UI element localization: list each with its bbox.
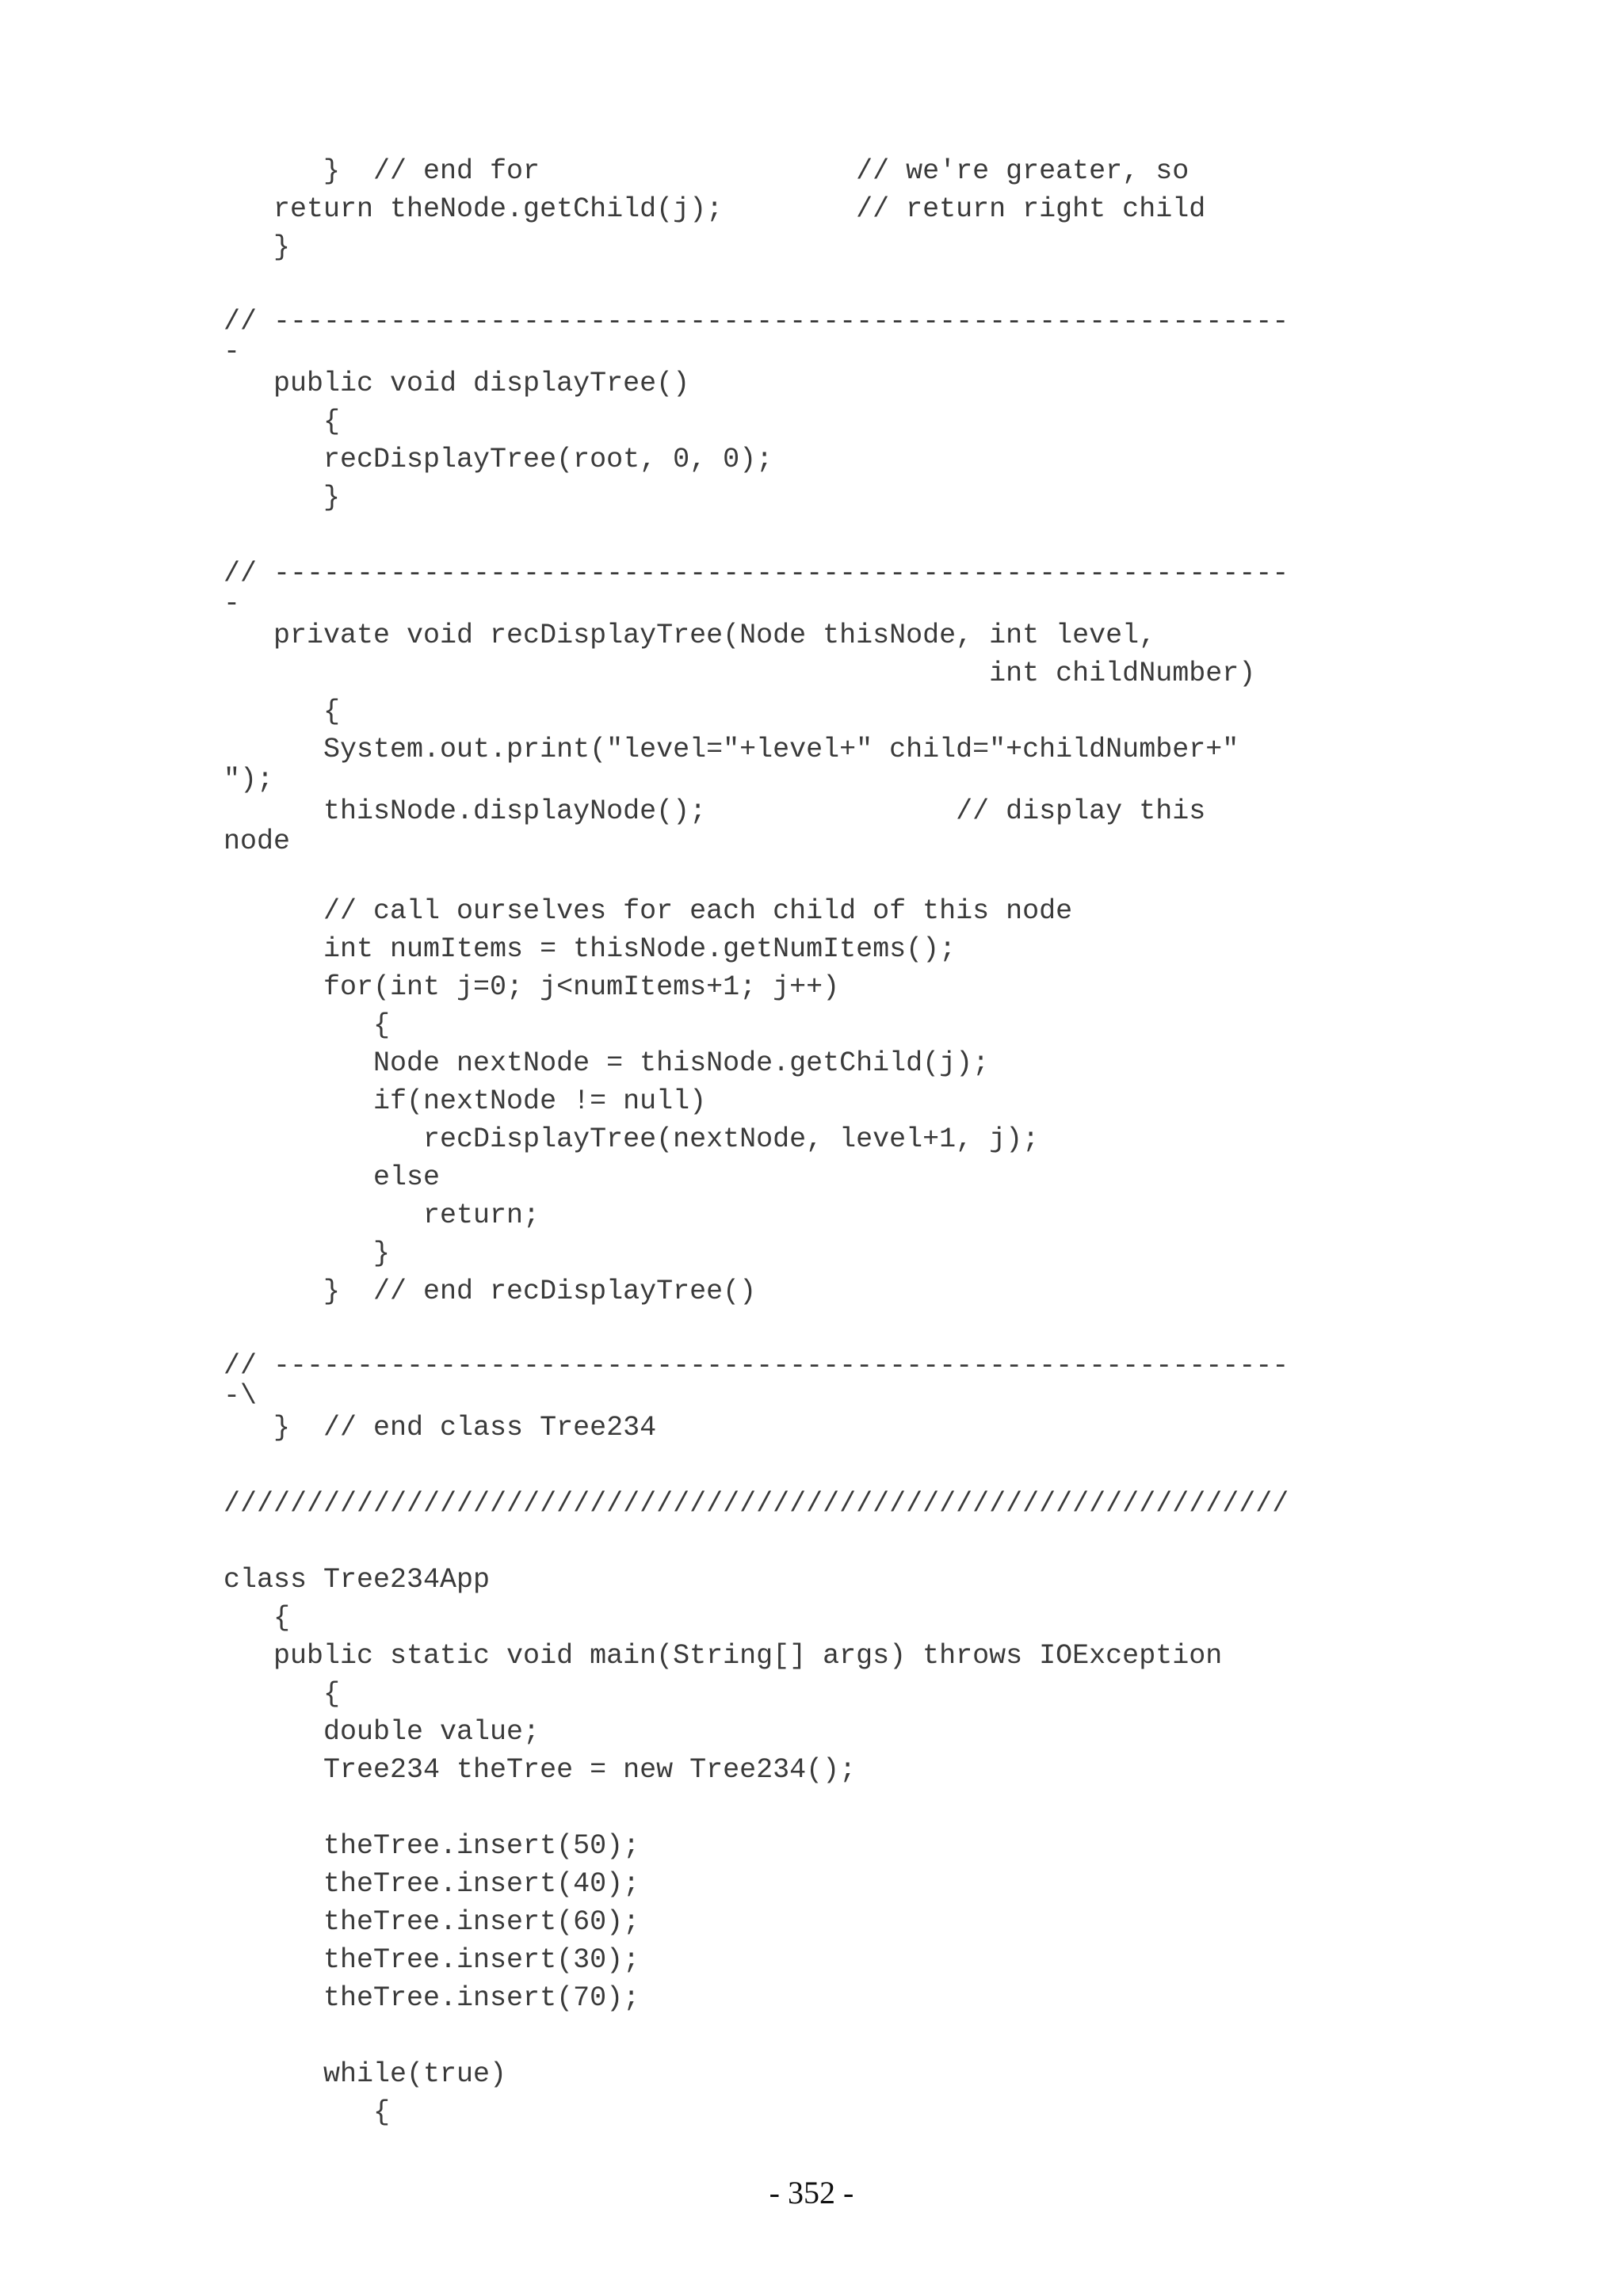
code-line: public void displayTree()	[223, 368, 690, 399]
separator-comment-wrap: -	[223, 336, 241, 368]
code-line: if(nextNode != null)	[223, 1085, 707, 1117]
code-line: thisNode.displayNode(); // display this	[223, 795, 1206, 827]
code-line: theTree.insert(70);	[223, 1982, 640, 2014]
separator-comment-wrap: -	[223, 588, 241, 620]
separator-comment: // -------------------------------------------------------------	[223, 1350, 1289, 1382]
code-line: return theNode.getChild(j); // return right child	[223, 193, 1206, 225]
code-line: {	[223, 2096, 391, 2128]
code-line: System.out.print("level="+level+" child="+childNumber+"	[223, 734, 1239, 765]
code-line: {	[223, 406, 341, 437]
code-line: Tree234 theTree = new Tree234();	[223, 1754, 857, 1786]
code-line: }	[223, 1238, 391, 1269]
code-line: recDisplayTree(root, 0, 0);	[223, 444, 773, 475]
code-line: theTree.insert(30);	[223, 1944, 640, 1976]
separator-comment: // -------------------------------------------------------------	[223, 558, 1289, 589]
page-number: - 352 -	[769, 2175, 854, 2210]
code-line: else	[223, 1161, 441, 1193]
code-line: {	[223, 1009, 391, 1041]
code-line: } // end class Tree234	[223, 1412, 657, 1444]
code-line: return;	[223, 1199, 540, 1231]
code-line: }	[223, 482, 341, 513]
code-line: theTree.insert(50);	[223, 1830, 640, 1862]
code-line: double value;	[223, 1716, 540, 1748]
slash-separator: ////////////////////////////////////////////////////////////////	[223, 1488, 1289, 1520]
code-line: theTree.insert(40);	[223, 1868, 640, 1900]
code-line: node	[223, 826, 291, 857]
code-line: }	[223, 231, 291, 263]
code-line: int numItems = thisNode.getNumItems();	[223, 933, 957, 965]
code-line: } // end recDisplayTree()	[223, 1276, 757, 1307]
code-line: while(true)	[223, 2058, 507, 2090]
code-line: class Tree234App	[223, 1564, 491, 1596]
code-line: Node nextNode = thisNode.getChild(j);	[223, 1047, 990, 1079]
code-comment: // call ourselves for each child of this node	[223, 895, 1073, 927]
code-line: public static void main(String[] args) throws IOException	[223, 1640, 1223, 1672]
code-line: recDisplayTree(nextNode, level+1, j);	[223, 1123, 1040, 1155]
separator-comment-wrap: -\	[223, 1380, 258, 1412]
separator-comment: // -------------------------------------------------------------	[223, 306, 1289, 338]
code-line: ");	[223, 764, 274, 795]
code-line: } // end for // we're greater, so	[223, 155, 1190, 187]
code-line: {	[223, 696, 341, 727]
code-line: for(int j=0; j<numItems+1; j++)	[223, 971, 840, 1003]
code-line: private void recDisplayTree(Node thisNode, int level,	[223, 620, 1156, 651]
code-line: {	[223, 1602, 291, 1634]
code-line: theTree.insert(60);	[223, 1906, 640, 1938]
code-line: {	[223, 1678, 341, 1710]
code-line: int childNumber)	[223, 658, 1256, 689]
